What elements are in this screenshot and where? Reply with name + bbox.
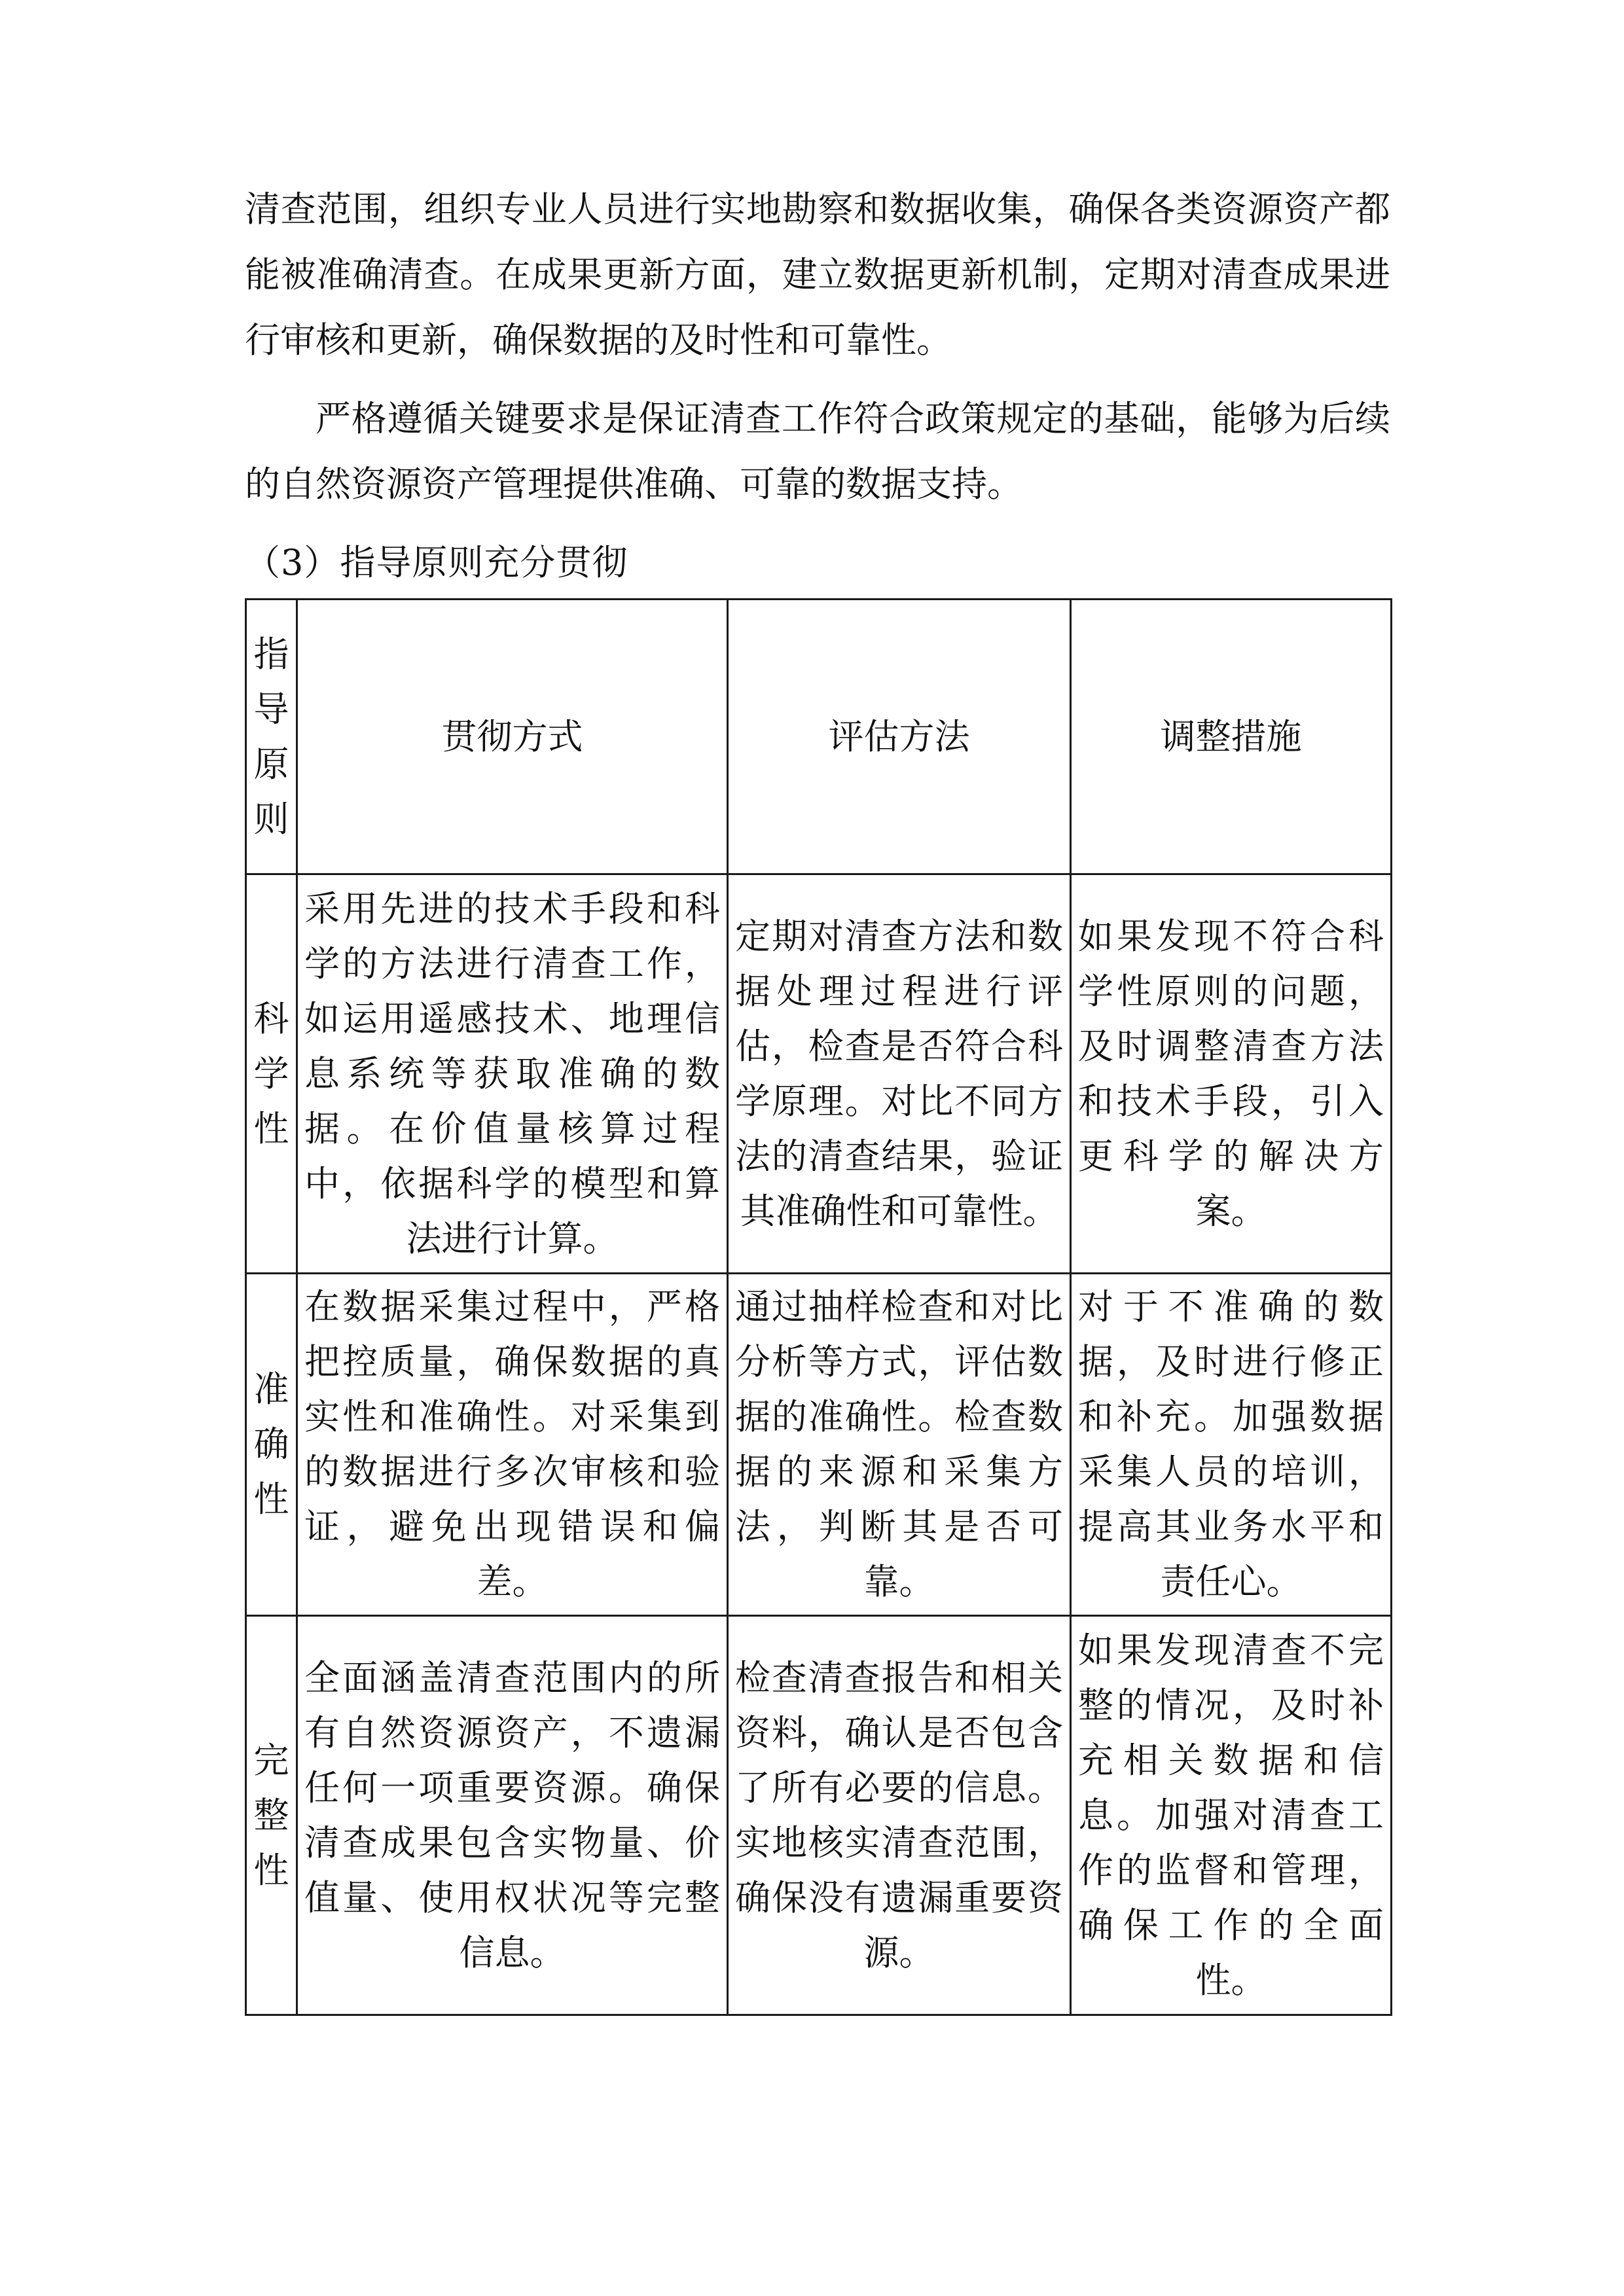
principle-cell: 准确性 bbox=[246, 1274, 297, 1616]
header-adjustment: 调整措施 bbox=[1071, 600, 1392, 874]
principle-cell: 完整性 bbox=[246, 1616, 297, 2015]
table-header-row bbox=[246, 600, 1392, 874]
principles-table bbox=[245, 598, 1392, 2016]
principle-cell: 科学性 bbox=[246, 874, 297, 1274]
adjustment-cell: 如果发现不符合科学性原则的问题，及时调整清查方法和技术手段，引入更科学的解决方案。 bbox=[1071, 874, 1392, 1274]
implementation-cell: 采用先进的技术手段和科学的方法进行清查工作，如运用遥感技术、地理信息系统等获取准确的数据。在价值量核算过程中，依据科学的模型和算法进行计算。 bbox=[297, 874, 728, 1274]
evaluation-cell: 通过抽样检查和对比分析等方式，评估数据的准确性。检查数据的来源和采集方法，判断其是否可靠。 bbox=[728, 1274, 1071, 1616]
adjustment-cell: 对于不准确的数据，及时进行修正和补充。加强数据采集人员的培训，提高其业务水平和责任心。 bbox=[1071, 1274, 1392, 1616]
table-row bbox=[246, 1274, 1392, 1616]
table-row bbox=[246, 874, 1392, 1274]
body-paragraph-1: 清查范围，组织专业人员进行实地勘察和数据收集，确保各类资源资产都能被准确清查。在成果更新方面，建立数据更新机制，定期对清查成果进行审核和更新，确保数据的及时性和可靠性。 bbox=[245, 188, 1390, 361]
evaluation-cell: 定期对清查方法和数据处理过程进行评估，检查是否符合科学原理。对比不同方法的清查结果，验证其准确性和可靠性。 bbox=[728, 874, 1071, 1274]
header-implementation: 贯彻方式 bbox=[297, 600, 728, 874]
table-row bbox=[246, 1616, 1392, 2015]
body-paragraph-2: 严格遵循关键要求是保证清查工作符合政策规定的基础，能够为后续的自然资源资产管理提供准确、可靠的数据支持。 bbox=[245, 398, 1390, 505]
section-title: （3）指导原则充分贯彻 bbox=[245, 542, 628, 583]
evaluation-cell: 检查清查报告和相关资料，确认是否包含了所有必要的信息。实地核实清查范围，确保没有遗漏重要资源。 bbox=[728, 1616, 1071, 2015]
implementation-cell: 全面涵盖清查范围内的所有自然资源资产，不遗漏任何一项重要资源。确保清查成果包含实物量、价值量、使用权状况等完整信息。 bbox=[297, 1616, 728, 2015]
implementation-cell: 在数据采集过程中，严格把控质量，确保数据的真实性和准确性。对采集到的数据进行多次审核和验证，避免出现错误和偏差。 bbox=[297, 1274, 728, 1616]
document-page bbox=[245, 177, 1390, 2016]
header-evaluation: 评估方法 bbox=[728, 600, 1071, 874]
header-principle: 指导原则 bbox=[246, 600, 297, 874]
adjustment-cell: 如果发现清查不完整的情况，及时补充相关数据和信息。加强对清查工作的监督和管理，确保工作的全面性。 bbox=[1071, 1616, 1392, 2015]
